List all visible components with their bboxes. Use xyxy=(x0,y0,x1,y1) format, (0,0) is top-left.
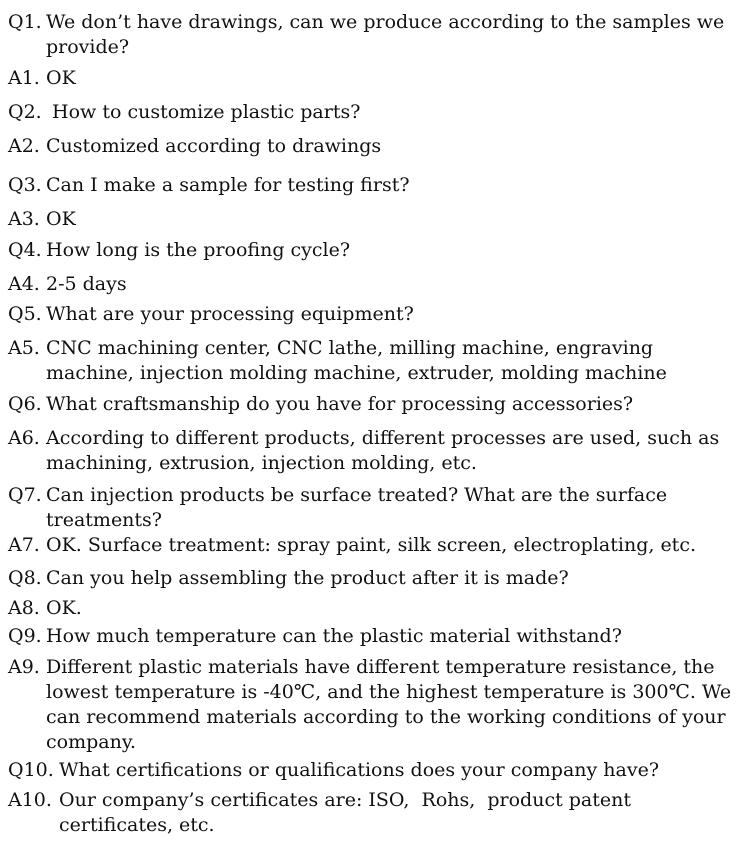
faq-text: OK. Surface treatment: spray paint, silk screen, electroplating, etc. xyxy=(46,534,696,556)
faq-label: Q9. xyxy=(8,625,42,647)
faq-label: Q8. xyxy=(8,567,42,589)
faq-text: What certifications or qualifications does your company have? xyxy=(59,759,660,781)
faq-question-7 xyxy=(8,483,746,533)
faq-label: Q6. xyxy=(8,393,42,415)
faq-answer-1 xyxy=(8,66,746,91)
faq-text: How much temperature can the plastic material withstand? xyxy=(46,625,622,647)
faq-text: Can injection products be surface treated? What are the surface treatments? xyxy=(46,484,668,531)
faq-answer-10 xyxy=(8,788,746,838)
faq-answer-9 xyxy=(8,655,746,755)
faq-text: OK. xyxy=(46,597,82,619)
faq-label: A1. xyxy=(8,67,40,89)
faq-label: A10. xyxy=(8,789,52,811)
faq-text: We don’t have drawings, can we produce according to the samples we provide? xyxy=(46,11,725,58)
faq-question-3 xyxy=(8,173,746,198)
faq-text: How to customize plastic parts? xyxy=(46,101,361,123)
faq-text: OK xyxy=(46,208,76,230)
faq-label: A3. xyxy=(8,208,40,230)
faq-text: Our company’s certificates are: ISO, Rohs, product patent certificates, etc. xyxy=(59,789,638,836)
faq-label: Q3. xyxy=(8,174,42,196)
faq-question-5 xyxy=(8,302,746,327)
faq-text: Can you help assembling the product after it is made? xyxy=(46,567,569,589)
faq-answer-7 xyxy=(8,533,746,558)
faq-label: A8. xyxy=(8,597,40,619)
faq-question-9 xyxy=(8,624,746,649)
faq-question-2 xyxy=(8,100,746,125)
faq-question-8 xyxy=(8,566,746,591)
faq-text: What are your processing equipment? xyxy=(46,303,414,325)
faq-label: A9. xyxy=(8,656,40,678)
faq-text: How long is the proofing cycle? xyxy=(46,239,351,261)
faq-label: A5. xyxy=(8,337,40,359)
faq-text: Customized according to drawings xyxy=(46,135,382,157)
faq-label: Q7. xyxy=(8,484,42,506)
faq-answer-3 xyxy=(8,207,746,232)
faq-label: A4. xyxy=(8,273,40,295)
faq-label: Q5. xyxy=(8,303,42,325)
faq-label: Q10. xyxy=(8,759,54,781)
faq-text: According to different products, different processes are used, such as machining, extrusion, injection molding, etc. xyxy=(46,427,720,474)
faq-question-10 xyxy=(8,758,746,783)
faq-label: Q1. xyxy=(8,11,42,33)
faq-answer-2 xyxy=(8,134,746,159)
faq-text: 2-5 days xyxy=(46,273,127,295)
faq-text: CNC machining center, CNC lathe, milling machine, engraving machine, injection molding machine, extruder, molding machine xyxy=(46,337,667,384)
faq-label: A6. xyxy=(8,427,40,449)
faq-label: A2. xyxy=(8,135,40,157)
faq-label: A7. xyxy=(8,534,40,556)
faq-label: Q2. xyxy=(8,101,42,123)
faq-text: What craftsmanship do you have for processing accessories? xyxy=(46,393,634,415)
faq-text: Different plastic materials have different temperature resistance, the lowest temperature is -40℃, and the highest temperature is 300℃. We can recommend materials according to the working conditions of your company. xyxy=(46,656,732,753)
faq-question-4 xyxy=(8,238,746,263)
faq-answer-4 xyxy=(8,272,746,297)
faq-text: OK xyxy=(46,67,76,89)
faq-question-1 xyxy=(8,10,746,60)
faq-answer-6 xyxy=(8,426,746,476)
faq-answer-5 xyxy=(8,336,746,386)
faq-answer-8 xyxy=(8,596,746,621)
faq-text: Can I make a sample for testing first? xyxy=(46,174,410,196)
faq-label: Q4. xyxy=(8,239,42,261)
faq-question-6 xyxy=(8,392,746,417)
